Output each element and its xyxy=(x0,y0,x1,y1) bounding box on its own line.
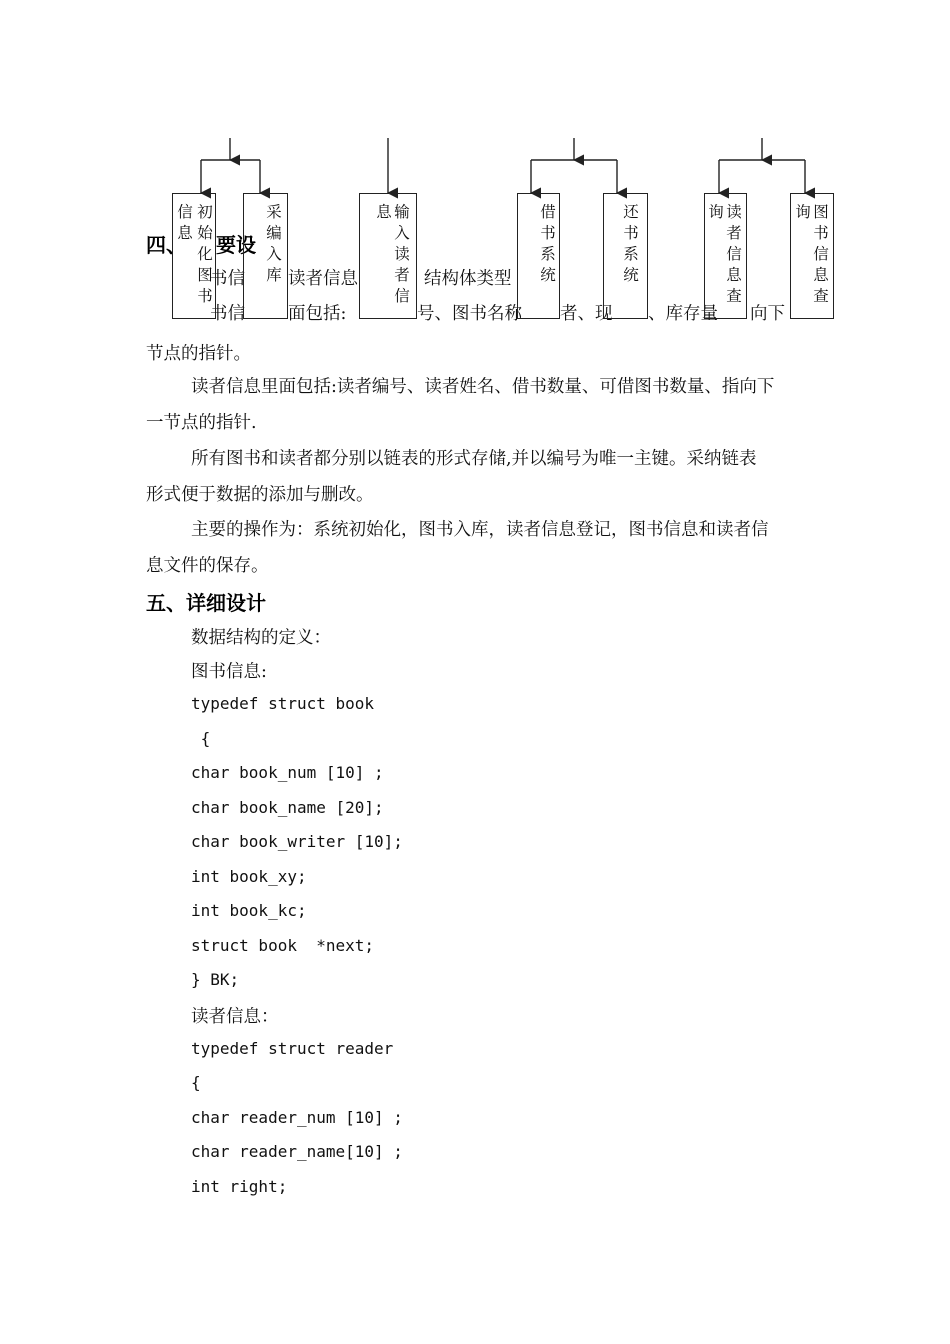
section4-line2-d: 者、现 xyxy=(560,304,613,324)
box-label: 初 始 化 图 书 xyxy=(197,203,213,305)
section5-intro: 数据结构的定义： xyxy=(191,628,331,648)
code-line: int book_xy; xyxy=(191,867,307,886)
section4-line2-f: 向下 xyxy=(750,304,785,324)
reader-struct-label: 读者信息： xyxy=(191,1007,279,1027)
section4-line1-c: 结构体类型 xyxy=(424,269,512,289)
code-line: char book_name [20]; xyxy=(191,798,384,817)
section4-line2-e: 、库存量 xyxy=(648,304,718,324)
section4-line3: 节点的指针。 xyxy=(146,344,251,364)
module-box-input-reader xyxy=(359,193,417,319)
box-label-wrap: 信 息 xyxy=(177,203,193,242)
section4-line8: 主要的操作为：系统初始化，图书入库，读者信息登记，图书信息和读者信 xyxy=(191,520,769,540)
code-line: { xyxy=(191,729,211,748)
box-label-wrap: 询 xyxy=(795,203,811,221)
module-box-query-book xyxy=(790,193,834,319)
module-box-query-reader xyxy=(704,193,747,319)
section4-heading-partial: 要设 xyxy=(216,233,256,257)
module-box-return xyxy=(603,193,648,319)
code-line: typedef struct reader xyxy=(191,1039,394,1058)
section4-line5: 一节点的指针. xyxy=(146,413,257,433)
box-label: 图 书 信 息 查 xyxy=(813,203,829,305)
section4-line1-b: 读者信息 xyxy=(288,269,358,289)
section4-line6: 所有图书和读者都分别以链表的形式存储,并以编号为唯一主键。采纳链表 xyxy=(191,449,757,469)
section4-line4: 读者信息里面包括:读者编号、读者姓名、借书数量、可借图书数量、指向下 xyxy=(191,377,775,397)
box-label: 还 书 系 统 xyxy=(623,203,639,284)
section4-line2-a: 书信 xyxy=(210,304,245,324)
code-line: char reader_name[10] ; xyxy=(191,1142,403,1161)
box-label: 借 书 系 统 xyxy=(540,203,556,284)
code-line: int right; xyxy=(191,1177,288,1196)
section5-heading: 五、详细设计 xyxy=(146,591,266,615)
box-label: 输 入 读 者 信 xyxy=(394,203,410,305)
code-line: int book_kc; xyxy=(191,901,307,920)
module-box-catalog-storage xyxy=(243,193,288,319)
section4-line2-c: 号、图书名称 xyxy=(417,304,522,324)
code-line: char book_num [10] ; xyxy=(191,763,384,782)
box-label-wrap: 询 xyxy=(708,203,724,221)
section4-line2-b: 面包括: xyxy=(288,304,347,324)
code-line: typedef struct book xyxy=(191,694,375,713)
box-label-wrap: 息 xyxy=(376,203,392,221)
section4-heading-start: 四、 xyxy=(146,233,186,257)
code-line: struct book *next; xyxy=(191,936,375,955)
code-line: } BK; xyxy=(191,970,240,989)
box-label: 读 者 信 息 查 xyxy=(726,203,742,305)
code-line: { xyxy=(191,1073,201,1092)
code-line: char book_writer [10]; xyxy=(191,832,403,851)
module-box-borrow xyxy=(517,193,560,319)
section4-line7: 形式便于数据的添加与删改。 xyxy=(146,485,374,505)
section4-line9: 息文件的保存。 xyxy=(146,556,269,576)
book-struct-label: 图书信息: xyxy=(191,662,267,682)
section4-line1-a: 书信 xyxy=(210,269,245,289)
module-box-init-books xyxy=(172,193,216,319)
box-label: 采 编 入 库 xyxy=(266,203,282,284)
code-line: char reader_num [10] ; xyxy=(191,1108,403,1127)
